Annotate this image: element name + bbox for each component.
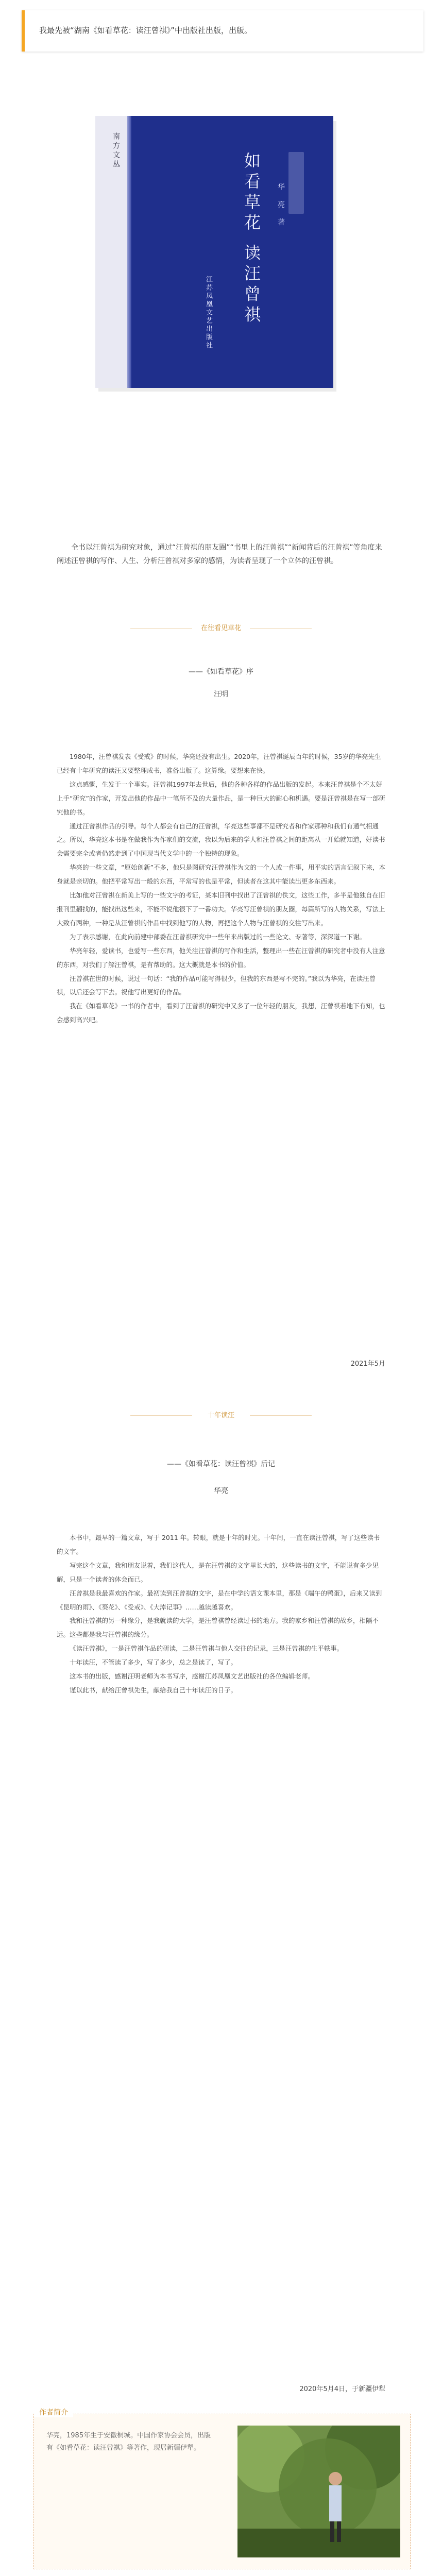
preface-paragraph: 华亮年轻，爱读书，也爱写一些东西，他关注汪曾祺的写作和生活，整理出一些在汪曾祺的研究者中没有人注意的东西，对我们了解汪曾祺，是有帮助的。这大概就是本书的价值。 (57, 946, 385, 969)
intro-text: 我最先被“湖南《如看草花：读汪曾祺》”中出版社出版，出版。 (39, 26, 252, 35)
section-title-preface: ——《如看草花》序 (189, 668, 253, 676)
section-byline-afterword: 华亮 (214, 1487, 228, 1495)
author-photo (237, 2426, 400, 2557)
book-author: 华 亮 著 (277, 183, 285, 230)
preface-paragraph: 华亮的一些文章，“原始创新”不多，他只是图研究汪曾祺作为文的一个人或一件事，用平实的语言记叙下来，本身就是亲切的。他把平常写出一般的东西，平常写的也是平常，但读者在这其中能读出更多东西来。 (57, 863, 385, 886)
preface-paragraph: 通过汪曾祺作品的引导。每个人都会有自己的汪曾祺，华亮这些事都不是研究者和作家那种和我们有通气相通之。所以，华亮这本书是在做我作为作家们的交流，我以为后来的学人和汪曾祺之间的距离从一开始就知道，好读书会需要完全或者仍然走到了中国现当代文学中的一个独特的现象。 (57, 822, 385, 858)
author-bio: 华亮，1985年生于安徽桐城。中国作家协会会员，出版有《如看草花：读汪曾祺》等著作，现居新疆伊犁。 (46, 2432, 211, 2452)
preface-body (57, 750, 385, 1027)
section-badge-preface: 在往看见草花 (194, 621, 248, 636)
preface-paragraph: 1980年，汪曾祺发表《受戒》的时候，华亮还没有出生。2020年，汪曾祺诞辰百年的时候，35岁的华亮先生已经有十年研究的读汪又要整理成书，准备出版了。这算缘。要想来在快。 (57, 753, 381, 774)
preface-date: 2021年5月 (350, 1360, 385, 1368)
section-byline-preface: 汪明 (214, 690, 228, 699)
afterword-paragraph: 汪曾祺是我最喜欢的作家。最初读到汪曾祺的文字，是在中学的语文课本里，那是《端午的鸭蛋》，后来又读到《昆明的雨》、《葵花》、《受戒》、《大淖记事》……越读越喜欢。 (57, 1589, 382, 1611)
section-title-afterword: ——《如看草花：读汪曾祺》后记 (167, 1460, 275, 1468)
author-photo-art (237, 2426, 400, 2557)
book-summary: 全书以汪曾祺为研究对象，通过“汪曾祺的朋友圈”“书里上的汪曾祺”“新闻背后的汪曾祺”等角度来阐述汪曾祺的写作、人生、分析汪曾祺对多家的感情，为读者呈现了一个立体的汪曾祺。 (57, 544, 382, 565)
book-cover-art (95, 116, 347, 394)
author-card (33, 2409, 411, 2569)
book-press: 江苏凤凰文艺出版社 (205, 276, 212, 350)
book-title: 如看草花 读汪曾祺 (242, 152, 261, 327)
preface-paragraph: 汪曾祺在世的时候，说过一句话：“我的作品可能写得很少，但我的东西是写不完的。”我以为华亮，在读汪曾祺，以后还会写下去。祝他写出更好的作品。 (57, 974, 376, 996)
afterword-paragraph: 本书中，最早的一篇文章，写于 2011 年。转眼，就是十年的时光。十年间，一直在读汪曾祺，写了这些读书的文字。 (57, 1534, 380, 1555)
preface-paragraph: 这点感慨，生发于一个事实。汪曾祺1997年去世后，他的各种各样的作品出版的发起。本来汪曾祺是个不太好上手“研究”的作家，开发出他的作品中一笔所不及的大量作品，是一种巨大的耐心和机遇。要是汪曾祺是在写一部研究他的书。 (57, 780, 385, 816)
afterword-paragraph: 谨以此书，献给汪曾祺先生，献给我自己十年读汪的日子。 (70, 1686, 237, 1694)
afterword-paragraph: 《读汪曾祺》，一是汪曾祺作品的研读，二是汪曾祺与他人交往的记录，三是汪曾祺的生平轶事。 (70, 1645, 344, 1653)
afterword-paragraph: 写完这个文章，我和朋友说着，我们这代人，是在汪曾祺的文字里长大的，这些读书的文字，不能说有多少见解，只是一个读者的体会而已。 (57, 1561, 379, 1583)
author-heading: 作者简介 (34, 2407, 73, 2417)
preface-paragraph: 我在《如看草花》一书的作者中，看到了汪曾祺的研究中又多了一位年轻的朋友，我想，汪曾祺若地下有知，也会感到高兴吧。 (57, 1002, 385, 1024)
afterword-date: 2020年5月4日，于新疆伊犁 (299, 2385, 385, 2393)
book-cover (95, 116, 347, 394)
afterword-body (57, 1531, 385, 1698)
preface-paragraph: 比如他对汪曾祺在新美上写的一些文字的考证，某本旧刊中找出了汪曾祺的佚文，这些工作，多半是他独自在旧报刊里翻找的，能找出这些来，不能不说他很下了一番功夫。华亮写汪曾祺的朋友圈，每篇所写的人物关系，写法上大致有两种，一种是从汪曾祺的作品中找到他写的人物，再把这个人物与汪曾祺的交往写出来。 (57, 891, 385, 927)
book-series: 南方文丛 (112, 132, 120, 170)
preface-paragraph: 为了表示感谢，在此向前建中部委在汪曾祺研究中一些年来出版过的一些论文、专著等，深深道一下谢。 (70, 933, 366, 941)
afterword-paragraph: 这本书的出版，感谢汪明老师为本书写序，感谢江苏凤凰文艺出版社的各位编辑老师。 (70, 1672, 315, 1681)
section-badge-afterword: 十年读汪 (194, 1409, 248, 1423)
afterword-paragraph: 我和汪曾祺的另一种缘分，是我就读的大学，是汪曾祺曾经读过书的地方。我的家乡和汪曾祺的故乡，相隔不远。这些都是我与汪曾祺的缘分。 (57, 1617, 379, 1639)
afterword-paragraph: 十年读汪，不管读了多少，写了多少，总之是读了，写了。 (70, 1658, 237, 1667)
